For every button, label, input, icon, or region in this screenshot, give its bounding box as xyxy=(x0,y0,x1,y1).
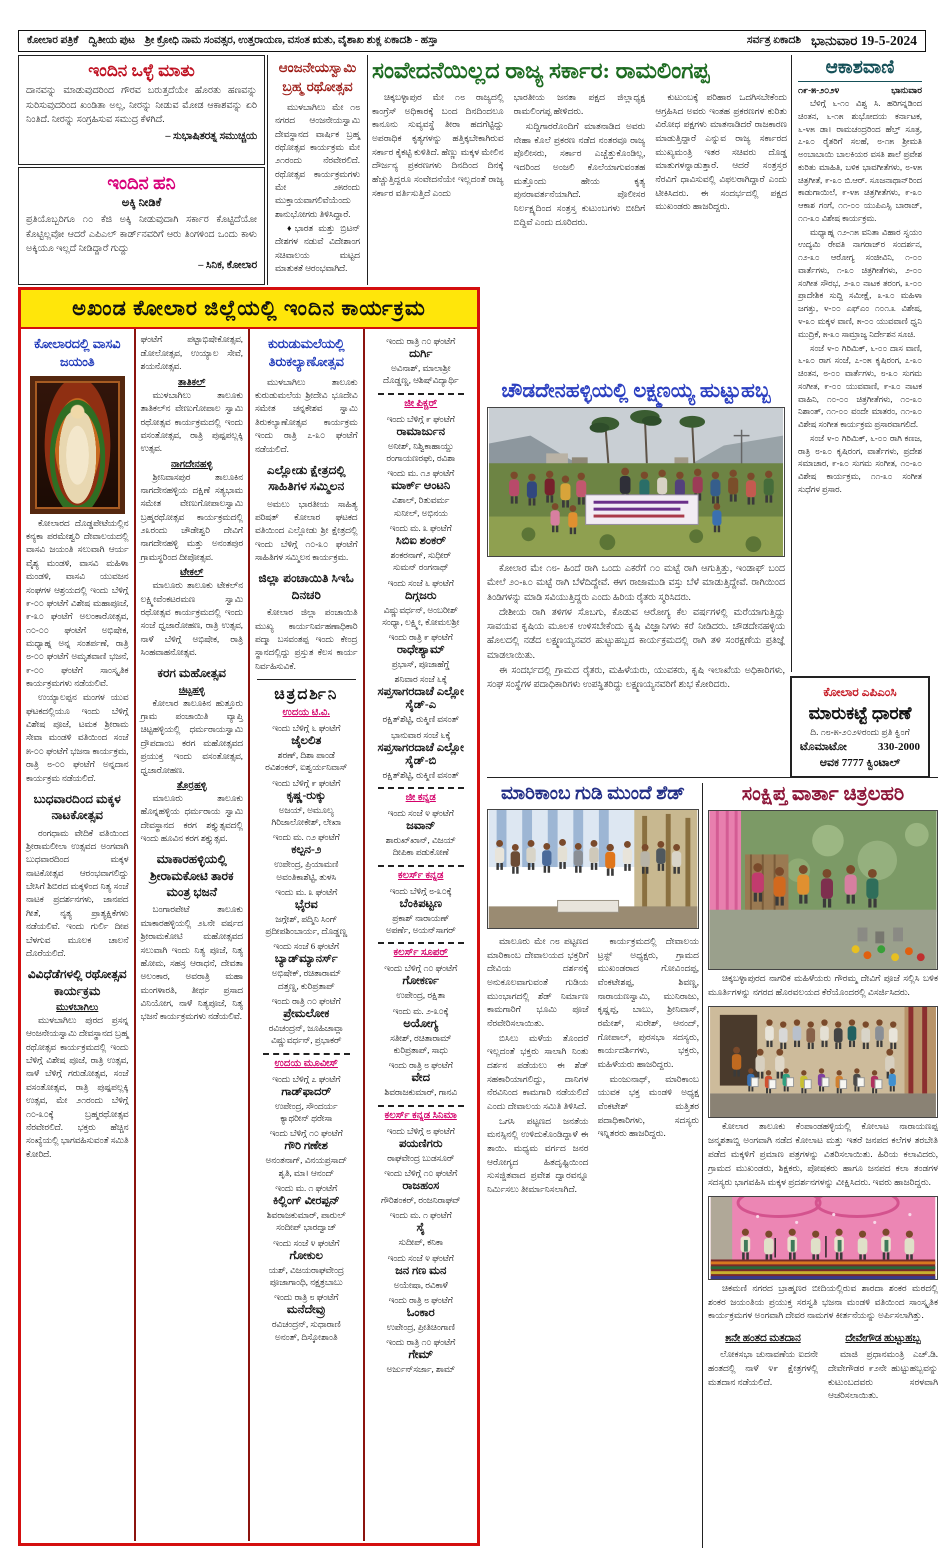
flow-time: ಭಾನುವಾರ ಸಂಜೆ ೬ಕ್ಕೆ xyxy=(390,729,451,740)
flow-movie: ಜವಾನ್ xyxy=(406,820,436,833)
flow-dash xyxy=(378,865,465,867)
sankshipta-caption-2 xyxy=(708,1118,938,1192)
flow-movie: ಓಂಕಾರ xyxy=(406,1306,435,1319)
flow-cast: ಅವಿನಾಶ್, ಮಾಲಾಶ್ರೀ xyxy=(390,363,451,373)
flow-cast: ಸತೀಶ್, ರಚಿತಾರಾಮ್ xyxy=(390,1032,452,1043)
lead-col-3 xyxy=(655,90,787,358)
sankshipta-caption-3 xyxy=(708,1280,938,1326)
flow-movie: ಭೈರವ xyxy=(294,898,318,911)
flow-cast: ಅಯೇಷಾ, ರವಿಕಾಳೆ xyxy=(393,1279,448,1290)
flow-time: ಇಂದು ಮ. ೧ ಘಂಟೆಗೆ xyxy=(389,1210,452,1221)
flow-hblack: ಬುಧವಾರದಿಂದ ಮಕ್ಕಳ ನಾಟಕೋತ್ಸವ xyxy=(33,791,121,823)
flow-cast: ಸುನೀಲ್, ಅಭಿನಯ xyxy=(393,507,448,518)
flow-movie: ರಾಧೇಶ್ಯಾಮ್ xyxy=(396,644,445,657)
flow-p: ಬಿಸಿಲು ಮಳೆಯ ತೊಂದರೆ ಇಲ್ಲದಂತೆ ಭಕ್ತರು ಸಾಲಾಗಿ ನಿಂತು ದರ್ಶನ ಪಡೆಯಲು ಈ ಶೆಡ್ ಸಹಕಾರಿಯಾಗಲಿದ್ದು, ದಾನಿಗಳ ನೆರವಿನಿಂದ ಕಾಮಗಾರಿ ನಡೆಯಲಿದೆ ಎಂದು ದೇವಾಲಯ ಸಮಿತಿ ತಿಳಿಸಿದೆ. xyxy=(487,1032,589,1112)
marikamba-body-col-1 xyxy=(487,934,589,1534)
akashavani-title: ಆಕಾಶವಾಣಿ xyxy=(798,57,922,82)
flow-movie: ದಿಗ್ಗಜರು xyxy=(404,589,437,602)
paper-name: ಕೋಲಾರ ಪತ್ರಿಕೆ xyxy=(27,35,79,46)
flow-sig: – ಸುಭಾಷಿತರತ್ನ ಸಮುಚ್ಚಯ xyxy=(165,131,257,143)
flow-cast: ರಕ್ಷಿತ್‌ಶೆಟ್ಟಿ, ರುಕ್ಮಿಣಿ ವಸಂತ್ xyxy=(382,769,460,780)
flow-sub: ತಾತಿಕಲ್ xyxy=(178,376,206,388)
flow-cast: ಶೃತಿ, ಮಾ। ಆನಂದ್ xyxy=(278,1167,335,1178)
flow-movie: ಸಪ್ತಸಾಗರದಾಚೆ ಎಲ್ಲೋ ಸೈಡ್-ಎ xyxy=(377,686,464,712)
flow-time: ಇಂದು ಬೆಳಿಗ್ಗೆ ೬ ಘಂಟೆಗೆ xyxy=(272,722,341,733)
flow-time: ಇಂದು ರಾತ್ರಿ ೧೦ ಘಂಟೆಗೆ xyxy=(386,1337,456,1348)
flow-movie: ಸಿಬಿಐ ಶಂಕರ್ xyxy=(395,534,446,547)
flow-sub: ಚಿಟ್ಟಹಳ್ಳಿ xyxy=(178,684,205,696)
flow-cast: ಶಿವರಾಜಕುಮಾರ್, ಗಾನವಿ xyxy=(384,1087,458,1098)
flow-hblack: ಎಲ್ಲೋಡು ಕ್ಷೇತ್ರದಲ್ಲಿ ಸಾಹಿತಿಗಳ ಸಮ್ಮಿಲನ xyxy=(266,462,346,494)
flow-p: ಈ ಸಂದರ್ಭದಲ್ಲಿ ಗ್ರಾಮದ ರೈತರು, ಮಹಿಳೆಯರು, ಯುವಕರು, ಕೃಷಿ ಇಲಾಖೆಯ ಅಧಿಕಾರಿಗಳು, ಸಂಘ ಸಂಸ್ಥೆಗಳ ಪದಾಧಿಕಾರಿಗಳು ಉಪಸ್ಥಿತರಿದ್ದು ಲಕ್ಷ್ಮಣಯ್ಯನವರಿಗೆ ಶುಭ ಕೋರಿದರು. xyxy=(487,666,785,691)
flow-movie: ಗಾಡ್‌ಫಾದರ್ xyxy=(281,1085,332,1098)
flow-cast: ದೀಪಿಕಾ ಪಡುಕೋಣೆ xyxy=(392,847,449,858)
flow-cast: ಸಂದೀಪ್ ಭಾರದ್ವಾಜ್ xyxy=(276,1222,337,1233)
flow-time: ಇಂದು ಸಂಜೆ ೪ ಘಂಟೆಗೆ xyxy=(387,808,454,819)
flow-cast: ಯಶ್, ವಿಜಯರಾಘವೇಂದ್ರ xyxy=(268,1264,344,1275)
flow-cast: ಉಪೇಂದ್ರ, ಸೌಂದರ್ಯ xyxy=(274,1100,338,1111)
flow-cast: ಪೂಜಾಗಾಂಧಿ, ನಕ್ಷತ್ರಬಾಬು xyxy=(269,1276,343,1287)
marikamba-headline: ಮಾರಿಕಾಂಬ ಗುಡಿ ಮುಂದೆ ಶೆಡ್ xyxy=(501,784,685,804)
flow-movie: ಕಿಲ್ಲಿಂಗ್ ವೀರಪ್ಪನ್ xyxy=(272,1194,340,1207)
flow-p: ಮುಳಬಾಗಿಲು ತಾಲೂಕು ತಾತಿಕಲ್‌ನ ವೇಣುಗೋಪಾಲ ಸ್ವಾಮಿ ರಥೋತ್ಸವ ಕಾರ್ಯಕ್ರಮದಲ್ಲಿ ಇಂದು ವಸಂತೋತ್ಸವ, ರಾತ್ರಿ ಪುಷ್ಪಪಲ್ಲಕ್ಕಿ ಉತ್ಸವ. xyxy=(140,389,243,454)
flow-cast: ವಿಷ್ಣುವರ್ಧನ್, ಅಂಬರೀಶ್ xyxy=(383,604,458,615)
good-word-title: ಇಂದಿನ ಒಳ್ಳೆ ಮಾತು xyxy=(88,61,195,80)
flow-p: ಕೋಲಾರದ ದೊಡ್ಡಪೇಟೆಯಲ್ಲಿನ ಕನ್ಯಕಾ ಪರಮೇಶ್ವರಿ ದೇವಾಲಯದಲ್ಲಿ ವಾಸವಿ ಜಯಂತಿ ಸಲುವಾಗಿ ಆರ್ಯ ವೈಶ್ಯ ಮಂಡಳಿ, ವಾಸವಿ ಮಹಿಳಾ ಮಂಡಳಿ, ವಾಸವಿ ಯುವಜನ ಸಂಘಗಳ ಆಶ್ರಯದಲ್ಲಿ ಇಂದು ಬೆಳಿಗ್ಗೆ ೯-೦೦ ಘಂಟೆಗೆ ವಿಶೇಷ ಮಹಾಪೂಜೆ, ೯-೩೦ ಘಂಟೆಗೆ ಅಲಂಕಾರೋತ್ಸವ, ೧೦-೦೦ ಘಂಟೆಗೆ ಅಭಿಷೇಕ, ಮಧ್ಯಾಹ್ನ ಅನ್ನ ಸಂತರ್ಪಣೆ, ರಾತ್ರಿ ೮-೦೦ ಘಂಟೆಗೆ ಅಮೃತವಾಣಿ ಭಜನೆ, ೯-೦೦ ಘಂಟೆಗೆ ಸಾಂಸ್ಕೃತಿಕ ಕಾರ್ಯಕ್ರಮಗಳು ನಡೆಯಲಿವೆ. xyxy=(26,517,129,689)
flow-time: ಇಂದು ಸಂಜೆ ೪ ಘಂಟೆಗೆ xyxy=(387,1252,454,1263)
programme-col-2 xyxy=(136,329,251,1541)
flow-p: ಕಾರ್ಯಕ್ರಮದಲ್ಲಿ ದೇವಾಲಯ ಟ್ರಸ್ಟ್ ಅಧ್ಯಕ್ಷರು, ಗ್ರಾಮದ ಮುಖಂಡರಾದ ಗೋವಿಂದಪ್ಪ, ವೆಂಕಟೇಶಪ್ಪ, ಶಿವಣ್ಣ, ನಾರಾಯಣಸ್ವಾಮಿ, ಮುನಿರಾಜು, ಕೃಷ್ಣಪ್ಪ, ಬಾಬು, ಶ್ರೀನಿವಾಸ್, ರಮೇಶ್, ಸುರೇಶ್, ಆನಂದ್, ಗೋಪಾಲ್, ಪುರಸಭಾ ಸದಸ್ಯರು, ಕಾರ್ಯದರ್ಶಿಗಳು, ಭಕ್ತರು, ಮಹಿಳೆಯರು ಹಾಜರಿದ್ದರು. xyxy=(597,936,699,1070)
flow-hblack: ವಿವಿಧೆಡೆಗಳಲ್ಲಿ ರಥೋತ್ಸವ ಕಾರ್ಯಕ್ರಮ xyxy=(27,967,127,998)
flow-pc: ಘಂಟೆಗೆ ಪಟ್ಟಾಭಿಷೇಕೋತ್ಸವ, ಡೋಲೋತ್ಸವ, ಉಯ್ಯಾಲ ಸೇವೆ, ಶಯನೋತ್ಸವ. xyxy=(140,334,243,372)
flow-cast: ರಾಘವೇಂದ್ರ ಬುಡಸೂರ್ xyxy=(387,1152,455,1163)
flow-cast: ಉಪೇಂದ್ರ, ಪ್ರೀತಿಚಿಂಗಾಣಿ xyxy=(386,1321,455,1332)
flow-cast: ದೊಡ್ಡಣ್ಣ, ಆಶಿಷ್‌ವಿದ್ಯಾರ್ಥಿ xyxy=(383,375,459,386)
channel-colors-kannada-cinema: ಕಲರ್ಸ್ ಕನ್ನಡ ಸಿನಿಮಾ xyxy=(384,1109,457,1121)
flow-movie: ಗೇಮ್ xyxy=(408,1349,434,1362)
chowda-headline: ಚೌಡದೇನಹಳ್ಳಿಯಲ್ಲಿ ಲಕ್ಷ್ಮಣಯ್ಯ ಹುಟ್ಟುಹಬ್ಬ xyxy=(501,380,771,402)
programme-col-3 xyxy=(250,329,365,1541)
flow-time: ಇಂದು ರಾತ್ರಿ ೮ ಘಂಟೆಗೆ xyxy=(274,1292,339,1303)
flow-p: ಶ್ರೀನಿವಾಸಪುರ ತಾಲೂಕಿನ ನಾಗದೇನಹಳ್ಳಿಯ ದಕ್ಷಿಣೆ ಸತ್ಯಭಾಮ ಸಮೇತ ವೇಣುಗೋಪಾಲಸ್ವಾಮಿ ಬ್ರಹ್ಮರಥೋತ್ಸವ ಕಾರ್ಯಕ್ರಮದಲ್ಲಿ ೨೩ರಂದು ಚೌಡೇಶ್ವರಿ ದೇವಿಗೆ ನಾಗದೇನಹಳ್ಳಿ ಮತ್ತು ಅನಂತಪುರ ಗ್ರಾಮಸ್ಥರಿಂದ ದೀಪೋತ್ಸವ. xyxy=(140,471,243,562)
channel-colors-super: ಕಲರ್ಸ್ ಸೂಪರ್ xyxy=(393,947,448,959)
flow-p: ಚಿಕ್ಕಬಳ್ಳಾಪುರ ಮೇ ೧೮ ರಾಜ್ಯದಲ್ಲಿ ಕಾಂಗ್ರೆಸ್ ಅಧಿಕಾರಕ್ಕೆ ಬಂದ ದಿನದಿಂದಲೂ ಕಾನೂನು ಸುವ್ಯವಸ್ಥೆ ತೀರಾ ಹದಗೆಟ್ಟಿದ್ದು ಅಪರಾಧಿಕ ಕೃತ್ಯಗಳನ್ನು ಹತ್ತಿಕ್ಕಬೇಕಾಗಿರುವ ಸರ್ಕಾರ ಕೈಕಟ್ಟಿ ಕುಳಿತಿದೆ. ಹೆಣ್ಣು ಮಕ್ಕಳ ಮೇಲಿನ ದೌರ್ಜನ್ಯ ಪ್ರಕರಣಗಳು ದಿನದಿಂದ ದಿನಕ್ಕೆ ಹೆಚ್ಚುತ್ತಿದ್ದರೂ ಸಂವೇದನೆಯೇ ಇಲ್ಲದಂತೆ ರಾಜ್ಯ ಸರ್ಕಾರ ವರ್ತಿಸುತ್ತಿದೆ ಎಂದು xyxy=(372,92,504,198)
mini-headline-voting: ೫ನೇ ಹಂತದ ಮತದಾನ xyxy=(725,1333,801,1345)
flow-hblack: ಜಿಲ್ಲಾ ಪಂಚಾಯಿತಿ ಸಿಇಓ ದಿನಚರಿ xyxy=(258,571,354,602)
flow-sub: ನಾಗದೇನಹಳ್ಳಿ xyxy=(171,458,213,470)
programme-banner: ಅಖಂಡ ಕೋಲಾರ ಜಿಲ್ಲೆಯಲ್ಲಿ ಇಂದಿನ ಕಾರ್ಯಕ್ರಮ xyxy=(21,290,477,329)
flow-time: ಇಂದು ಮ. ೩ ಘಂಟೆಗೆ xyxy=(389,522,452,533)
programme-section xyxy=(18,287,480,1546)
marikamba-article xyxy=(487,783,699,1548)
flow-cast: ಗೌರಿಶಂಕರ್, ರಂಜನಿರಾಘವ್ xyxy=(381,1194,461,1205)
flow-time: ಇಂದು ಬೆಳಿಗ್ಗೆ ೧೦ ಘಂಟೆಗೆ xyxy=(384,963,458,974)
flow-time: ಶನಿವಾರ ಸಂಜೆ ೬ಕ್ಕೆ xyxy=(394,674,447,685)
flow-movie: ಬೆಂಕಿಪಟ್ಟಣ xyxy=(399,897,442,910)
field-group-photo xyxy=(487,407,785,557)
good-word-body xyxy=(26,84,257,143)
flow-p: ಕೋಲಾರ ಮೇ ೧೮- ಹಿಂದೆ ರಾಗಿ ಒಂದು ಎಕರೆಗೆ ೧೦ ಮಟ್ಟೆ ರಾಗಿ ಆಗುತ್ತಿತ್ತು, ಇಂಡಾಫ್ ಬಂದ ಮೇಲೆ ೨೦-೩೦ ಮಟ್ಟೆ ರಾಗಿ ಬೆಳೆದಿದ್ದೇವೆ. ಈಗ ರಾಜಾಮುಡಿ ವಸ್ತು ಬೆಳೆ ಮಾಡುತ್ತಿದ್ದೇವೆ. ರಾಗಿಯಿಂದ ತಿಂಡಿಗಳನ್ನು ಮಾಡಿ ಸವಿಯುತ್ತಿದ್ದರು ಎಂದು ಹಿರಿಯ ರೈತರು ಸ್ಮರಿಸಿದರು. xyxy=(487,564,785,603)
flow-pc: ಪ್ರತಿಯೊಬ್ಬರಿಗೂ ೧೦ ಕೆಜಿ ಅಕ್ಕಿ ನೀಡುವುದಾಗಿ ಸರ್ಕಾರ ಕೊಟ್ಟಿದೆಯೋ ಕೊಟ್ಟಿಲ್ಲವೋ ಆದರೆ ಎಪಿಎಲ್ ಕಾರ್ಡ್‌ನವರಿಗೆ ಆರು ತಿಂಗಳಿಂದ ಒಂದು ಕಾಳು ಅಕ್ಕಿಯೂ ಇಲ್ಲದೆ ನೀಡಿದ್ದಾರೆ ಗುದ್ದು xyxy=(26,215,257,255)
flow-cast: ಜಗ್ಗೇಶ್, ಪದ್ಮಿನಿ ಸಿಂಗ್ xyxy=(275,913,338,924)
mini-story-devegowda xyxy=(828,1331,938,1404)
mini-story-voting xyxy=(708,1331,818,1404)
channel-zee-kannada: ಜೀ ಕನ್ನಡ xyxy=(405,792,436,804)
lead-headline: ಸಂವೇದನೆಯಿಲ್ಲದ ರಾಜ್ಯ ಸರ್ಕಾರ: ರಾಮಲಿಂಗಪ್ಪ xyxy=(372,58,710,83)
flow-cast: ಅಭಿಷೇಕ್, ರಚಿತಾರಾಮ್ xyxy=(271,968,341,979)
flow-cast: ಗಿರಿಜಾಲೋಕೇಶ್, ಲೇಖಾ xyxy=(271,816,342,827)
flow-movie: ದುರ್ಗಿ xyxy=(409,348,433,360)
flow-p: ಸಂಜೆ ೪-೦ ಗಿರಿಮಿಕ್, ೬-೦೦ ದಾಸ ವಾಣಿ, ೬-೩೦ ರಾಗ ಸಂಜೆ, ೭-೦೫ ಕೃಷಿರಂಗ, ೭-೩೦ ಚಿಂತನ, ೮-೦೦ ವಾರ್ತೆಗಳು, ೮-೩೦ ಸುಗಮ ಸಂಗೀತ, ೯-೦೦ ಯುವವಾಣಿ, ೯-೩೦ ನಾಟಕ ವಾಹಿನಿ, ೧೦-೦೦ ಚಿತ್ರಗೀತೆಗಳು, ೧೦-೩೦ ನಿಶಾಂತ್, ೧೧-೦೦ ವಂದೇ ಮಾತರಂ, ೧೧-೩೦ ವಿಶೇಷ ಸಂಗೀತ ಕಾರ್ಯಕ್ರಮ ಪ್ರಸಾರವಾಗಲಿದೆ. xyxy=(798,343,922,430)
anjaneya-headline: ಆಂಜನೇಯಸ್ವಾಮಿ ಬ್ರಹ್ಮ ರಥೋತ್ಸವ xyxy=(278,60,357,94)
flow-sub: ಟೇಕಲ್ xyxy=(180,567,204,579)
flow-cast: ರವಿಚಂದ್ರನ್, ಸುಧಾರಾಣಿ xyxy=(271,1319,341,1330)
flow-p: ರಂಗಧಾಮ ವೇದಿಕೆ ವತಿಯಿಂದ ಶ್ರೀರಾಮಲೀಲಾ ಉತ್ಸವದ ಅಂಗವಾಗಿ ಬುಧವಾರದಿಂದ ಮಕ್ಕಳ ನಾಟಕೋತ್ಸವ ಆರಂಭವಾಗಲಿದ್ದು ಬೇಸಿಗೆ ಶಿಬಿರದ ಮಕ್ಕಳಿಂದ ನಿತ್ಯ ಸಂಜೆ ನಾಟಕ ಪ್ರದರ್ಶನಗಳು, ಜಾನಪದ ಗೀತೆ, ನೃತ್ಯ ಪ್ರಾತ್ಯಕ್ಷಿಕೆಗಳು ನಡೆಯಲಿವೆ. ಇಂದು ಗುರ್ಲಿ ದೀಪ ಬೆಳಗುವ ಮೂಲಕ ಚಾಲನೆ ದೊರೆಯಲಿದೆ. xyxy=(26,827,129,958)
mini-headline-devegowda: ದೇವೇಗೌಡ ಹುಟ್ಟುಹಬ್ಬ xyxy=(845,1333,921,1345)
flow-p: ಕುಟುಂಬಕ್ಕೆ ಪರಿಹಾರ ಒದಗಿಸಬೇಕೆಂದು ಆಗ್ರಹಿಸಿದ ಅವರು ಇಂತಹ ಪ್ರಕರಣಗಳ ಕುರಿತು ವಿರೋಧ ಪಕ್ಷಗಳು ಮಾತನಾಡಿದರೆ ರಾಜಕಾರಣ ಮಾಡುತ್ತಿದ್ದಾರೆ ಎನ್ನುವ ರಾಜ್ಯ ಸರ್ಕಾರದ ಮುಖ್ಯಮಂತ್ರಿ ಇತರ ಸಚಿವರು ದೊಡ್ಡ ಮಾತುಗಳನ್ನಾಡುತ್ತಾರೆ. ಆದರೆ ಸಂತ್ರಸ್ತರ ನೆರವಿಗೆ ಧಾವಿಸುವಲ್ಲಿ ವಿಫಲರಾಗಿದ್ದಾರೆ ಎಂದು ಟೀಕಿಸಿದರು. ಈ ಸಂದರ್ಭದಲ್ಲಿ ಪಕ್ಷದ ಮುಖಂಡರು ಹಾಜರಿದ್ದರು. xyxy=(655,92,787,212)
flow-cast: ವಿಷ್ಣುವರ್ಧನ್, ಪ್ರಭಾಕರ್ xyxy=(271,1035,342,1046)
flow-cast: ಉಪೇಂದ್ರ, ಪ್ರಿಯಾಮಣಿ xyxy=(274,859,339,870)
akashavani-date: ೧೯-೫-೨೦೨೪ xyxy=(798,85,840,95)
flow-cast: ಅನಂತ್, ದಿಸ್ಕೋಶಾಂತಿ xyxy=(274,1331,338,1342)
good-word-box xyxy=(18,55,265,165)
masthead-bar xyxy=(18,30,926,52)
market-item: ಟೊಮಾಟೋ xyxy=(800,741,847,753)
flow-cast: ಉಪೇಂದ್ರ, ರಕ್ಷಿತಾ xyxy=(396,990,446,1001)
flow-time: ಇಂದು ಬೆಳಿಗ್ಗೆ ೯ ಘಂಟೆಗೆ xyxy=(272,777,341,788)
certificates-group-photo xyxy=(708,1006,938,1118)
kurudumale-headline: ಕುರುಡುಮಲೆಯಲ್ಲಿ ತಿರುಕಲ್ಯಾಣೋತ್ಸವ xyxy=(267,337,345,369)
marikamba-body-col-2 xyxy=(598,934,700,1534)
flow-time: ಇಂದು ಮ. ೧೨ ಘಂಟೆಗೆ xyxy=(387,468,455,479)
flow-time: ಇಂದು ಬೆಳಿಗ್ಗೆ ೮-೩೦ಕ್ಕೆ xyxy=(389,885,452,896)
flow-cast: ರಕ್ಷಿತ್‌ಶೆಟ್ಟಿ, ರುಕ್ಮಿಣಿ ವಸಂತ್ xyxy=(382,714,460,725)
market-title: ಮಾರುಕಟ್ಟೆ ಧಾರಣೆ xyxy=(808,703,912,723)
flow-p: ಮುಳಬಾಗಿಲು ಪುರದ ಪ್ರಸನ್ನ ಆಂಜನೇಯಸ್ವಾಮಿ ದೇವಸ್ಥಾನದ ಬ್ರಹ್ಮ ರಥೋತ್ಸವ ಕಾರ್ಯಕ್ರಮದಲ್ಲಿ ಇಂದು ಬೆಳಿಗ್ಗೆ ವಿಶೇಷ ಪೂಜೆ, ರಾತ್ರಿ ಉತ್ಸವ, ನಾಳೆ ಬೆಳಿಗ್ಗೆ ಗರುಡೋತ್ಸವ, ಸಂಜೆ ವಸಂತೋತ್ಸವ, ರಾತ್ರಿ ಪುಷ್ಪಪಲ್ಲಕ್ಕಿ ಉತ್ಸವ, ಮೇ ೨೧ರಂದು ಬೆಳಿಗ್ಗೆ ೧೦-೩೦ಕ್ಕೆ ಬ್ರಹ್ಮರಥೋತ್ಸವ ನೆರವೇರಲಿದೆ. ಭಕ್ತರು ಹೆಚ್ಚಿನ ಸಂಖ್ಯೆಯಲ್ಲಿ ಭಾಗವಹಿಸುವಂತೆ ಸಮಿತಿ ಕೋರಿದೆ. xyxy=(26,1015,129,1159)
flow-time: ಇಂದು ಸಂಜೆ ೬ ಘಂಟೆಗೆ xyxy=(387,577,454,588)
flow-hbig: ಚಿತ್ರದರ್ಶಿನಿ xyxy=(274,685,339,703)
flow-time: ಇಂದು ಬೆಳಿಗ್ಗೆ ೯ ಘಂಟೆಗೆ xyxy=(386,413,455,424)
flow-movie: ಪ್ರೇಮಲೋಕ xyxy=(283,1008,330,1021)
lead-col-2 xyxy=(514,90,646,358)
flow-time: ಇಂದು ಮ. ೧ ಘಂಟೆಗೆ xyxy=(275,1182,338,1193)
flow-time: ಇಂದು ಮ. ೧೨ ಘಂಟೆಗೆ xyxy=(272,832,340,843)
flow-time: ಇಂದು ಬೆಳಿಗ್ಗೆ ೧೦ ಘಂಟೆಗೆ xyxy=(384,1167,458,1178)
channel-udaya-tv: ಉದಯ ಟಿ.ವಿ. xyxy=(282,706,330,718)
flow-time: ಇಂದು ರಾತ್ರಿ ೧೦ ಘಂಟೆಗೆ xyxy=(271,996,341,1007)
flow-movie: ಸಪ್ತಸಾಗರದಾಚೆ ಎಲ್ಲೋ ಸೈಡ್-ಬಿ xyxy=(377,741,464,767)
vasavi-deity-photo xyxy=(30,376,125,514)
flow-p: ದೇಶೀಯ ರಾಗಿ ತಳಿಗಳ ಸೊಬಗು, ಕೊಡುವ ಆರೋಗ್ಯ ಕೆಲ ವರ್ಷಗಳಲ್ಲಿ ಮರೆಯಾಗುತ್ತಿದ್ದು ಸಾವಯವ ಕೃಷಿಯ ಮೂಲಕ ಉಳಿಸಬೇಕೆಂದು ಕೃಷಿ ವಿಜ್ಞಾನಿಗಳು ಕರೆ ನೀಡಿದರು. ಚೌಡದೇನಹಳ್ಳಿಯ ಹೊಲದಲ್ಲಿ ನಡೆದ ಲಕ್ಷ್ಮಣಯ್ಯನವರ ಹುಟ್ಟುಹಬ್ಬದ ಕಾರ್ಯಕ್ರಮದಲ್ಲಿ ರಾಗಿ ತಳಿ ಸಂರಕ್ಷಣೆಯ ಪ್ರತಿಜ್ಞೆ ಮಾಡಲಾಯಿತು. xyxy=(487,607,785,661)
market-dateline: ದಿ. ೧೮-೫-೨೦೨೪ರಂದು ಪ್ರತಿ ಕ್ವಿಂಗೆ xyxy=(810,727,910,737)
akashavani-schedule xyxy=(798,98,922,497)
flow-movie: ಪಯಣಿಗರು xyxy=(398,1137,443,1150)
flow-dash xyxy=(378,787,465,789)
flow-movie: ಜೈಲಲಿತ xyxy=(291,734,322,747)
flow-p: ಮಾಜಿ ಪ್ರಧಾನಮಂತ್ರಿ ಎಚ್.ಡಿ. ದೇವೇಗೌಡರ ೯೨ನೇ ಹುಟ್ಟುಹಬ್ಬವನ್ನು ಕುಟುಂಬದವರು ಸರಳವಾಗಿ ಆಚರಿಸಲಾಯಿತು. xyxy=(828,1349,938,1401)
market-rates-box xyxy=(790,676,930,778)
flow-hblack: ಕರಗ ಮಹೋತ್ಸವ xyxy=(157,666,226,681)
flow-movie: ಜನ ಗಣ ಮನ xyxy=(395,1264,447,1277)
flow-time: ಇಂದು ಸಂಜೆ 6 ಘಂಟೆಗೆ xyxy=(273,941,340,952)
flow-cast: ರವಿಶಂಕರ್, ಐಶ್ವರ್ಯನಿವಾಸ್ xyxy=(265,762,348,773)
flow-cast: ರವಿಚಂದ್ರನ್, ಜೂಹಿಚಾವ್ಲಾ xyxy=(268,1023,344,1034)
flow-time: ಇಂದು ರಾತ್ರಿ ೮ ಘಂಟೆಗೆ xyxy=(388,1060,453,1071)
channel-udaya-movies: ಉದಯ ಮೂವೀಸ್ xyxy=(274,1057,338,1069)
flow-cap: ಚಿಕ್ಕಬಳ್ಳಾಪುರದ ನಾಗರಿಕ ಮಹಿಳೆಯರು ಗೌರಮ್ಮ ದೇವಿಗೆ ಪೂಜೆ ಸಲ್ಲಿಸಿ ಬಳಿಕ ಮೂರ್ತಿಗಳನ್ನು ನಗರದ ಹೊರವಲಯದ ಕೆರೆಯೊಂದರಲ್ಲಿ ವಿಸರ್ಜಿಸಿದರು. xyxy=(708,973,938,997)
market-row xyxy=(800,741,920,754)
flow-sub: ಮುಳಬಾಗಿಲು xyxy=(56,1002,99,1013)
flow-cast: ಅಜಯ್, ಅಮೂಲ್ಯ xyxy=(278,804,334,815)
flow-cast: ಶಂಕರನಾಗ್, ಸುಧೀರ್ xyxy=(390,549,452,560)
flow-p: ಲೋಕಸಭಾ ಚುನಾವಣೆಯ ಐದನೇ ಹಂತದಲ್ಲಿ ನಾಳೆ ೪೯ ಕ್ಷೇತ್ರಗಳಲ್ಲಿ ಮತದಾನ ನಡೆಯಲಿದೆ. xyxy=(708,1349,818,1387)
flow-cap: ಕೋಲಾರ ತಾಲೂಕು ಕೆಂಪಾಂಡಹಳ್ಳಿಯಲ್ಲಿ ಕೋಲಾಟ ನಾರಾಯಣಪ್ಪ ಜನ್ಮಶತಾಬ್ದಿ ಅಂಗವಾಗಿ ನಡೆದ ಕೋಲಾಟ ಮತ್ತು ಇತರೆ ಜನಪದ ಕಲೆಗಳ ತರಬೇತಿ ಪಡೆದ ಮಕ್ಕಳಿಗೆ ಪ್ರಮಾಣ ಪತ್ರಗಳನ್ನು ವಿತರಿಸಲಾಯಿತು. ಹಿರಿಯ ಕಲಾವಿದರು, ಗ್ರಾಮದ ಮುಖಂಡರು, ಶಿಕ್ಷಕರು, ಪೋಷಕರು ಹಾಗೂ ಜನಪದ ಕಲಾ ತಂಡಗಳ ಸದಸ್ಯರು ಭಾಗವಹಿಸಿ ಮಕ್ಕಳ ಪ್ರದರ್ಶನಗಳನ್ನು ವೀಕ್ಷಿಸಿದರು. ಇವರು ಹಾಜರಿದ್ದರು. xyxy=(708,1120,938,1187)
flow-movie: ರಾಮಾರ್ಜುನ xyxy=(396,425,446,438)
flow-p: ಸಂಜೆ ೪-೦ ಗಿರಿಮಿಕ್, ೬-೦೦ ರಾಗಿ ಕಣಜ, ರಾತ್ರಿ ೮-೩೦ ಕೃಷಿರಂಗ, ವಾರ್ತೆಗಳು, ಪ್ರದೇಶ ಸಮಾಚಾರ, ೯-೩೦ ಸುಗಮ ಸಂಗೀತ, ೧೦-೩೦ ವಿಶೇಷ ಕಾರ್ಯಕ್ರಮ, ೧೧-೩೦ ಸಂಗೀತ ಸುಧೆಗಳ ಪ್ರಸಾರ. xyxy=(798,433,922,494)
flow-time: ಇಂದು ಬೆಳಿಗ್ಗೆ ೧೦ ಘಂಟೆಗೆ xyxy=(269,1128,343,1139)
flow-time: ಇಂದು ಮ. ೩ ಘಂಟೆಗೆ xyxy=(275,886,338,897)
flow-movie: ಗೋಕರ್ಣ xyxy=(402,975,439,988)
flow-p: ಬೆಳಿಗ್ಗೆ ೬-೧೦ ವಿಶ್ವ ಸಿ. ಹರಿಗನ್ನಡಿಂದ ಚಿಂತನ, ೬-೧೫ ಶುಭೋದಯ ಕರ್ನಾಟಕ, ೬-೪೫ ಡಾ। ರಾಮಚಂದ್ರರಿಂದ ಹೆಲ್ತ್ ಸೂತ್ರ, ೭-೩೦ ರೈತರಿಗೆ ಸಲಹೆ, ೮-೧೫ ಶ್ರೀಮತಿ ಅಂಬಾಬಾಯಿ ಬಾಲಕಿಯರ ವಸತಿ ಶಾಲೆ ಪ್ರವೇಶ ಕುರಿತು ಮಾಹಿತಿ, ಬಳಿಕ ಭಾವಗೀತೆಗಳು, ೮-೪೫ ಚಿತ್ರಗೀತೆ, ೯-೩೦ ಬಿ.ಆರ್. ಸೂಜನಾಥಾನ್‌ರಿಂದ ಕಾಡುಗಾಯಿಲೆ, ೯-೪೫ ಚಿತ್ರಗೀತೆಗಳು, ೯-೩೦ ಆಕಾಶ ಗಂಗೆ, ೧೧-೦೦ ಯುಪಿಎಸ್ಸಿ ಬಾರಾಜ್, ೧೧-೩೦ ವಿಶೇಷ ಕಾರ್ಯಕ್ರಮ. xyxy=(798,99,922,223)
flow-time: ಇಂದು ರಾತ್ರಿ ೯ ಘಂಟೆಗೆ xyxy=(388,632,453,643)
flow-cast: ಅವಂತಿಕಾಶೆಟ್ಟಿ, ತುಳಸಿ xyxy=(276,871,337,882)
flow-p: ಮಂಜುನಾಥ್, ಮಾರಿಕಾಂಬ ಯುವಕ ಭಕ್ತ ಮಂಡಳಿ ಅಧ್ಯಕ್ಷ ವೆಂಕಟೇಶ್ ಮತ್ತಿತರ ಪದಾಧಿಕಾರಿಗಳು, ಸದಸ್ಯರು ಇನ್ನಿತರರು ಹಾಜರಿದ್ದರು. xyxy=(597,1073,699,1139)
chowda-article xyxy=(487,380,785,775)
page-label: ದ್ವಿತೀಯ ಪುಟ xyxy=(88,35,135,46)
flow-movie: ಮಾರ್ಕ್ ಆಂಟನಿ xyxy=(391,480,451,493)
sankshipta-column xyxy=(708,783,938,1548)
flow-dash xyxy=(263,1053,350,1055)
flow-p: ಉಯ್ಯಾಲಪ್ಪನ ಮಂಗಳ ಯುವ ಘಟಕದಲ್ಲಿಯೂ ಇಂದು ಬೆಳಿಗ್ಗೆ ವಿಶೇಷ ಪೂಜೆ, ಟಮಕ ಶ್ರೀರಾಮ ಸೇವಾ ಮಂಡಳಿ ವತಿಯಿಂದ ಸಂಜೆ ೫-೦೦ ಘಂಟೆಗೆ ಭಜನಾ ಕಾರ್ಯಕ್ರಮ, ರಾತ್ರಿ ೮-೦೦ ಘಂಟೆಗೆ ಅನ್ನದಾನ ಕಾರ್ಯಕ್ರಮ ನಡೆಯಲಿದೆ. xyxy=(26,692,129,783)
flow-cast: ಸಂಧ್ಯಾ, ಲಕ್ಷ್ಮೀ, ಕೋಮಲಶ್ರೀ xyxy=(382,616,460,627)
shrine-offerings-photo xyxy=(708,810,938,970)
flow-cast: ದತ್ತಣ್ಣ, ಕುರಿಪ್ರತಾಪ್ xyxy=(277,980,335,991)
flow-cast: ಅಪರ್ಣೆ, ಅಯನ್‌ಸಾಗರ್ xyxy=(385,925,456,935)
flow-time: ಇಂದು ಮ. ೨-೩೦ಕ್ಕೆ xyxy=(392,1005,449,1016)
flow-cast: ಕ್ಯಾಥರೀನ್ ಥರೇಸಾ xyxy=(280,1113,333,1124)
flow-pc: ಭಾರತೀಯ ಜನತಾ ಪಕ್ಷದ ಜಿಲ್ಲಾಧ್ಯಕ್ಷ ರಾಮಲಿಂಗಪ್ಪ ಹೇಳಿದರು. xyxy=(513,92,646,116)
divider-horizontal xyxy=(487,777,938,778)
sankshipta-caption-1 xyxy=(708,970,938,1002)
flow-p: ಬಂಗಾರಪೇಟೆ ತಾಲೂಕು ಮಾಕಾರಹಳ್ಳಿಯಲ್ಲಿ ೨೬ನೇ ವರ್ಷದ ಶ್ರೀರಾಮಕೋಟಿ ಮಹೋತ್ಸವದ ಸಲುವಾಗಿ ಇಂದು ನಿತ್ಯ ಪೂಜೆ, ನಿತ್ಯ ಹೋಮ, ಸಹಸ್ರ ಆರಾಧನೆ, ದೇವತಾ ಅಲಂಕಾರ, ಅವರಾತ್ರಿ ಮಹಾ ಮಂಗಳಾರತಿ, ತೀರ್ಥ ಪ್ರಸಾದ ವಿನಿಯೋಗ, ನಾಳೆ ನಿತ್ಯಪೂಜೆ, ನಿತ್ಯ ಭಜನೆ ಕಾರ್ಯಕ್ರಮಗಳು ನಡೆಯಲಿವೆ. xyxy=(140,904,243,1022)
flow-cast: ಅನಂತನಾಗ್, ವಿನಯಪ್ರಸಾದ್ xyxy=(265,1155,348,1166)
flow-movie: ಬ್ಯಾಡ್‌ಮ್ಯಾನರ್ಸ್ xyxy=(274,953,338,966)
flow-cast: ಶರಣ್, ದಿಶಾ ಪಾಂಡೆ xyxy=(277,749,335,760)
flow-cast: ರಂಗಾಯಣರಘು, ರವಿಶಾ xyxy=(386,452,456,463)
flow-cast: ಪ್ರಕಾಶ್ ನಾರಾಯಣ್ xyxy=(392,912,450,923)
flow-cast: ಸುಮನ್ ರಂಗನಾಥ್ xyxy=(392,562,449,573)
flow-cast: ಕುರಿಪ್ರತಾಪ್, ಸಾಧು xyxy=(393,1044,448,1055)
flow-movie: ಅಯೋಗ್ಯ xyxy=(403,1017,439,1030)
flow-p: ಕೋಲಾರ ಜಿಲ್ಲಾ ಪಂಚಾಯಿತಿ ಮುಖ್ಯ ಕಾರ್ಯನಿರ್ವಹಣಾಧಿಕಾರಿ ಪದ್ಮಾ ಬಸವಂತಪ್ಪ ಇಂದು ಕೇಂದ್ರ ಸ್ಥಾನದಲ್ಲಿದ್ದು ಪ್ರಸ್ತುತ ಕೆಲಸ ಕಾರ್ಯ ನಿರ್ವಹಿಸುವಿಕೆ. xyxy=(255,607,358,671)
flow-p: ಮುಳಬಾಗಿಲು ತಾಲೂಕು ಕುರುಡುಮಲೆಯ ಶ್ರೀದೇವಿ ಭೂದೇವಿ ಸಮೇತ ಚನ್ನಕೇಶವ ಸ್ವಾಮಿ ತಿರುಕಲ್ಯಾಣೋತ್ಸವ ಕಾರ್ಯಕ್ರಮ ಇಂದು ರಾತ್ರಿ ೭-೩೦ ಘಂಟೆಗೆ ನಡೆಯಲಿದೆ. xyxy=(255,376,358,454)
flow-dash xyxy=(378,942,465,944)
flow-cap: ಚಿಕಮಣಿ ನಗರದ ಬ್ರಾಹ್ಮಣರ ಬೀದಿಯಲ್ಲಿರುವ ಶಾರದಾ ಶಂಕರ ಮಠದಲ್ಲಿ ಶಂಕರ ಜಯಂತಿಯ ಪ್ರಯುಕ್ತ ಸರಸ್ವತಿ ಭಜನಾ ಮಂಡಳಿ ವತಿಯಿಂದ ಸಾಂಸ್ಕೃತಿಕ ಕಾರ್ಯಕ್ರಮಗಳ ಅಂಗವಾಗಿ ದೇವರ ನಾಮಗಳ ಕೀರ್ತನೆಯನ್ನು ಅರ್ಪಿಸಲಾಗಿತ್ತು. xyxy=(708,1282,938,1321)
flow-time: ಇಂದು ರಾತ್ರಿ ೧೦ ಘಂಟೆಗೆ xyxy=(386,336,456,346)
todays-drop-box xyxy=(18,167,265,285)
flow-p: ಮಾಲೂರು ತಾಲೂಕು ಹೊನ್ನಹಳ್ಳಿಯ ಧರ್ಮರಾಯ ಸ್ವಾಮಿ ದೇವಸ್ಥಾನದ ಕರಗ ಶಕ್ತ್ಯುತ್ಸವದಲ್ಲಿ ಇಂದು ಹೂವಿನ ಕರಗ ಶಕ್ತ್ಯುತ್ಸವ. xyxy=(140,792,243,843)
todays-drop-subtitle: ಅಕ್ಕಿ ನೀಡಿಕೆ xyxy=(121,197,162,209)
vasavi-jayanti-headline: ಕೋಲಾರದಲ್ಲಿ ವಾಸವಿ ಜಯಂತಿ xyxy=(34,337,121,369)
flow-movie: ಕಲ್ಪನ-೨ xyxy=(291,844,322,857)
marikamba-shed-photo xyxy=(487,809,699,929)
flow-p: ಅಮಲು ಭಾರತೀಯ ಸಾಹಿತ್ಯ ಪರಿಷತ್ ಕೋಲಾರ ಘಟಕದ ವತಿಯಿಂದ ಎಲ್ಲೋಡು ಶ್ರೀ ಕ್ಷೇತ್ರದಲ್ಲಿ ಇಂದು ಬೆಳಿಗ್ಗೆ ೧೦-೩೦ ಘಂಟೆಗೆ ಸಾಹಿತಿಗಳ ಸಮ್ಮಿಲನ ಕಾರ್ಯಕ್ರಮ. xyxy=(255,498,358,563)
flow-p: ಮಾಲೂರು ತಾಲೂಕು ಟೇಕಲ್‌ನ ಲಕ್ಷ್ಮೀವೆಂಕಟರಮಣ ಸ್ವಾಮಿ ರಥೋತ್ಸವ ಕಾರ್ಯಕ್ರಮದಲ್ಲಿ ಇಂದು ಸಂಜೆ ಧ್ವಜಾರೋಹಣ, ರಾತ್ರಿ ಉತ್ಸವ, ನಾಳೆ ಬೆಳಿಗ್ಗೆ ಅಭಿಷೇಕ, ರಾತ್ರಿ ಸಿಂಹವಾಹನೋತ್ಸವ. xyxy=(140,580,243,657)
anjaneya-column xyxy=(267,55,368,285)
flow-time: ಇಂದು ರಾತ್ರಿ ೮ ಘಂಟೆಗೆ xyxy=(388,1294,453,1305)
flow-movie: ಕೃಷ್ಣ-ರುಕ್ಕು xyxy=(286,789,326,802)
flow-p: ♦ಭಾರತ ಮತ್ತು ಬ್ರಿಟನ್ ದೇಶಗಳ ನಡುವೆ ವಿದೇಶಾಂಗ ಸಚಿವಾಲಯ ಮಟ್ಟದ ಮಾತುಕತೆ ಆರಂಭವಾಗಿದೆ. xyxy=(275,223,360,274)
ekadashi-note: ಸರ್ವತ್ರ ಏಕಾದಶಿ xyxy=(746,35,802,46)
chowda-body xyxy=(487,561,785,773)
flow-cast: ಸುದೀಪ್, ಕನಿಕಾ xyxy=(398,1237,443,1248)
todays-drop-body xyxy=(26,213,257,272)
todays-drop-title: ಇಂದಿನ ಹನಿ xyxy=(107,173,176,193)
flow-p: ಕೋಲಾರ ತಾಲೂಕಿನ ಹುತ್ತೂರು ಗ್ರಾಮ ಪಂಚಾಯಿತಿ ವ್ಯಾಪ್ತಿ ಚಿಟ್ಟಹಳ್ಳಿಯಲ್ಲಿ ಧರ್ಮರಾಯಸ್ವಾಮಿ ದ್ರೌಪದಾಂಬ ಕರಗ ಮಹೋತ್ಸವದ ಪ್ರಯುಕ್ತ ಇಂದು ವಸಂತೋತ್ಸವ, ಧ್ವಜಾರೋಹಣ. xyxy=(140,697,243,775)
akashavani-column xyxy=(791,55,928,672)
market-price-range: 330-2000 xyxy=(877,741,920,753)
flow-cast: ಶಿವರಾಜಕುಮಾರ್, ಪಾರುಲ್ xyxy=(266,1209,346,1220)
bhajan-singers-photo xyxy=(708,1196,938,1280)
flow-cast: ಪ್ರಭಾಸ್, ಪೂಜಾಹೆಗ್ಡೆ xyxy=(391,659,450,670)
flow-movie: ರಾಜಹಂಸ xyxy=(402,1179,440,1192)
flow-time: ಇಂದು ಸಂಜೆ ೪ ಘಂಟೆಗೆ xyxy=(273,1237,340,1248)
flow-cast: ಅರ್ಜುನ್‌ಸರ್ಜಾ, ಶಾಮ್ xyxy=(386,1364,456,1375)
flow-pc: ದಾನವನ್ನು ಮಾಡುವುದರಿಂದ ಗೌರವ ಬರುತ್ತದೆಯೇ ಹೊರತು ಹಣವನ್ನು ಸುರಿಸುವುದರಿಂದ ಖಂಡಿತಾ ಅಲ್ಲ, ನೀರನ್ನು ನೀಡುವ ಮೋಡ ಆಕಾಶವನ್ನು ಏರಿ ನಿಂತಿದೆ. ನೀರನ್ನು ಸಂಗ್ರಹಿಸುವ ಸಮುದ್ರ ಕೆಳಗಿದೆ. xyxy=(26,86,257,126)
divider-vertical xyxy=(702,783,703,1548)
channel-colors-kannada: ಕಲರ್ಸ್ ಕನ್ನಡ xyxy=(398,869,444,881)
programme-col-1 xyxy=(21,329,136,1541)
flow-cast: ಶಾರುಖ್‌ಖಾನ್, ವಿಜಯ್ xyxy=(385,835,456,846)
flow-movie: ಸೈ xyxy=(416,1222,425,1235)
flow-movie: ಗೋಕುಲ xyxy=(289,1249,323,1262)
flow-rule xyxy=(257,679,356,680)
flow-dash xyxy=(378,393,465,395)
flow-cast: ಅನೀಶ್, ನಿಶ್ವಿಕಾಹಾಯ್ದು xyxy=(387,440,454,451)
flow-movie: ವೇದ xyxy=(411,1072,430,1085)
flow-p: ಸುದ್ದಿಗಾರರೊಂದಿಗೆ ಮಾತನಾಡಿದ ಅವರು ನೇಹಾ ಕೊಲೆ ಪ್ರಕರಣ ನಡೆದ ನಂತರವೂ ರಾಜ್ಯ ಪೊಲೀಸರು, ಸರ್ಕಾರ ಎಚ್ಚೆತ್ತುಕೊಂಡಿಲ್ಲ, ಇದರಿಂದ ಅಂಜಲಿ ಕೊಲೆಯಾಗುವಂತಹ ಮತ್ತೊಂದು ಹೇಯ ಕೃತ್ಯ ಪುನರಾವರ್ತನೆಯಾಗಿದೆ. ಪೊಲೀಸರ ನಿರ್ಲಕ್ಷ್ಯದಿಂದ ಸಂತ್ರಸ್ತ ಕುಟುಂಬಗಳು ಬೀದಿಗೆ ಬಿದ್ದಿವೆ ಎಂದು ದೂರಿದರು. xyxy=(513,120,646,227)
sankshipta-headline: ಸಂಕ್ಷಿಪ್ತ ವಾರ್ತಾ ಚಿತ್ರಲಹರಿ xyxy=(741,784,905,805)
akashavani-day: ಭಾನುವಾರ xyxy=(891,85,922,95)
programme-col-4 xyxy=(365,329,478,1541)
channel-zee-picchar: ಜೀ ಪಿಕ್ಚರ್ xyxy=(404,397,438,409)
flow-dash xyxy=(378,1105,465,1107)
flow-cast: ಪ್ರದೀಪಶಿಂಬಾರ್ಯ, ದೊಡ್ಡಣ್ಣ xyxy=(265,926,348,937)
flow-sub: ತೊರ್ರಹಳ್ಳಿ xyxy=(176,779,207,791)
flow-hblack: ಮಾಕಾರಹಳ್ಳಿಯಲ್ಲಿ ಶ್ರೀರಾಮಕೋಟಿ ತಾರಕ ಮಂತ್ರ ಭಜನೆ xyxy=(149,852,234,900)
flow-p: ಮಧ್ಯಾಹ್ನ ೧೨-೧೫ ವನಿತಾ ವಿಹಾರ ಸ್ವಯಂ ಉದ್ಯಮಿ ರೇವತಿ ನಾಗರಾಜ್‌ರ ಸಂದರ್ಶನ, ೧೨-೩೦ ಆರೋಗ್ಯ ಸಂಜೀವಿನಿ, ೧-೦೦ ವಾರ್ತೆಗಳು, ೧-೩೦ ಚಿತ್ರಗೀತೆಗಳು, ೨-೦೦ ಸಂಗೀತ ಸೌರಭ, ೨-೩೦ ನಾಟಕ ತರಂಗ, ೩-೦೦ ಪ್ರಾದೇಶಿಕ ಸುದ್ದಿ ಸಮೀಕ್ಷೆ, ೩-೩೦ ಮಹಿಳಾ ಜಗತ್ತು, ೪-೦೦ ಎಫ್ಎಂ ೧೦೧.೩ ವಿಶೇಷ, ೪-೩೦ ಮಕ್ಕಳ ವಾಣಿ, ೫-೦೦ ಯುವವಾಣಿ ಧ್ವನಿ ಮುದ್ರಿಕೆ, ೫-೩೦ ಸಾಮ್ರಾಜ್ಯ ನಿರ್ದೇಶನ ಸೂಚಿ. xyxy=(798,227,922,339)
almanac-line: ಶ್ರೀ ಕ್ರೋಧಿ ನಾಮ ಸಂವತ್ಸರ, ಉತ್ತರಾಯಣ, ವಸಂತ ಋತು, ವೈಶಾಖ ಶುಕ್ಲ ಏಕಾದಶಿ - ಹಸ್ತಾ xyxy=(144,35,439,46)
flow-p: ಒಗಸಿ ಪಟ್ಟಣದ ಜನತೆಯ ಮನಸ್ಸಿನಲ್ಲಿ ಉಳಿದುಕೊಂಡಿದ್ದಾಳೆ ಈ ತಾಯಿ. ಮಧ್ಯಮ ವರ್ಗದ ಜನರ ಆರೋಗ್ಯದ ಹಿತದೃಷ್ಟಿಯಿಂದ ಸುಸಜ್ಜಿತವಾದ ಪ್ರವೇಶ ದ್ವಾರವನ್ನೂ ನಿರ್ಮಿಸಲು ತೀರ್ಮಾನಿಸಲಾಗಿದೆ. xyxy=(487,1115,589,1195)
edition-date: ಭಾನುವಾರ 19-5-2024 xyxy=(811,33,917,48)
flow-time: ಇಂದು ಬೆಳಿಗ್ಗೆ ೮ ಘಂಟೆಗೆ xyxy=(386,1125,455,1136)
flow-sig: – ಸಿನಿಕ, ಕೋಲಾರ xyxy=(198,260,257,272)
anjaneya-body xyxy=(275,101,360,276)
flow-time: ಇಂದು ಬೆಳಿಗ್ಗೆ ೭ ಘಂಟೆಗೆ xyxy=(272,1073,341,1084)
flow-movie: ಮನೆದೇವ್ರು xyxy=(286,1304,326,1317)
flow-p: ಮುಳಬಾಗಿಲು ಮೇ ೧೮ ನಗರದ ಆಂಜನೇಯಸ್ವಾಮಿ ದೇವಸ್ಥಾನದ ವಾರ್ಷಿಕ ಬ್ರಹ್ಮ ರಥೋತ್ಸವ ಕಾರ್ಯಕ್ರಮ ಮೇ ೨೧ರಂದು ನೆರವೇರಲಿದೆ. ರಥೋತ್ಸವ ಕಾರ್ಯಕ್ರಮಗಳು ಮೇ ೨೫ರಂದು ಮುಕ್ತಾಯವಾಗಲಿವೆಯೆಂದು ಶಾನುಭೋಗರು ತಿಳಿಸಿದ್ದಾರೆ. xyxy=(275,101,360,219)
market-org: ಕೋಲಾರ ಎಪಿಎಂಸಿ xyxy=(823,685,897,699)
flow-movie: ಗೌರಿ ಗಣೇಶ xyxy=(284,1140,328,1153)
market-arrival: ಆವಕ 7777 ಕ್ವಿಂಟಾಲ್ xyxy=(819,757,901,769)
flow-p: ಮಾಲೂರು ಮೇ ೧೮ ಪಟ್ಟಣದ ಮಾರಿಕಾಂಬ ದೇವಾಲಯದ ಭಕ್ತರಿಗೆ ದೇವಿಯ ದರ್ಶನಕ್ಕೆ ಅನುಕೂಲವಾಗುವಂತೆ ಗುಡಿಯ ಮುಂಭಾಗದಲ್ಲಿ ಶೆಡ್ ನಿರ್ಮಾಣ ಕಾಮಗಾರಿಗೆ ಭೂಮಿ ಪೂಜೆ ನೆರವೇರಿಸಲಾಯಿತು. xyxy=(487,936,589,1029)
flow-cast: ವಿಶಾಲ್, ರಿತುವರ್ಮ xyxy=(392,495,450,506)
